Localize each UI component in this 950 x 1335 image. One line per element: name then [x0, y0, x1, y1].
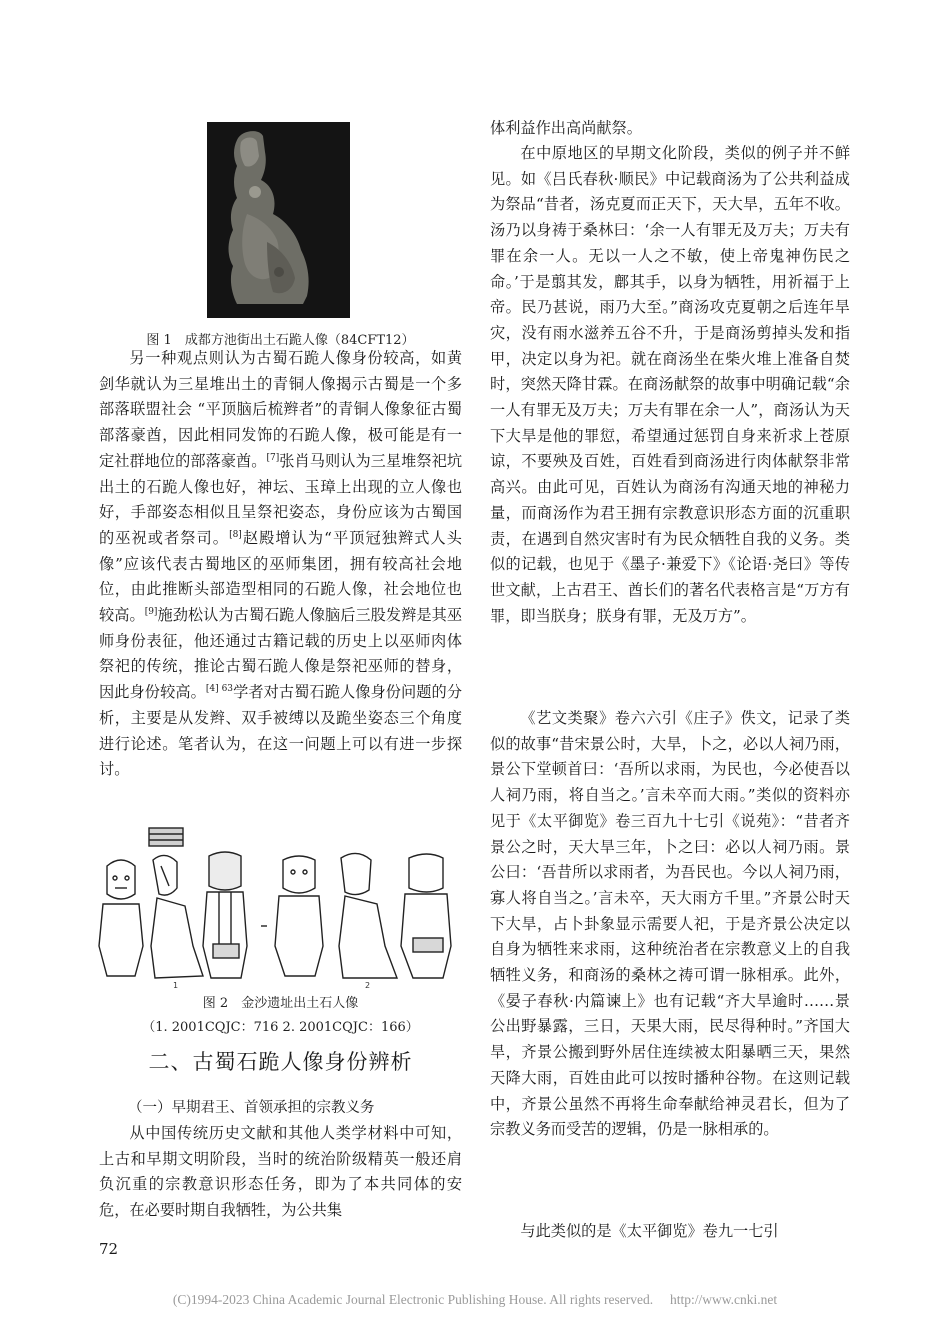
citation-9: [9] — [144, 606, 158, 617]
subsection-title: （一）早期君王、首领承担的宗教义务 — [128, 1100, 375, 1116]
left-paragraph-2: 从中国传统历史文献和其他人类学材料中可知，上古和早期文明阶段，当时的统治阶级精英一般还肩负沉重的宗教意识形态任务，即为了本共同体的安危，在必要时期自我牺牲，为公共集 — [99, 1124, 462, 1220]
copyright-footer: (C)1994-2023 China Academic Journal Electronic Publishing House. All rights reserved. http://www.cnki.net — [172, 1292, 778, 1307]
para1-text-b: 张肖马则认为三星堆祭祀坑出土的石跪人像也好，神坛、玉璋上出现的立人像也好，手部姿态相似且呈祭祀姿态，身份应该为古蜀国的巫祝或者祭司。 — [99, 451, 463, 547]
figure2-caption-specimens: （1. 2001CQJC：716 2. 2001CQJC：166） — [142, 1020, 419, 1035]
page-number: 72 — [99, 1240, 119, 1258]
para1-text-d: 施劲松认为古蜀石跪人像脑后三股发辫是其巫师身份表征，他还通过古籍记载的历史上以巫师肉体祭祀的传统，推论古蜀石跪人像是祭祀巫师的替身，因此身份较高。 — [99, 606, 463, 702]
para1-text-e: 学者对古蜀石跪人像身份问题的分析，主要是从发辫、双手被缚以及跪坐姿态三个角度进行论述。笔者认为，在这一问题上可以有进一步探讨。 — [99, 683, 463, 779]
right-paragraph-1: 在中原地区的早期文化阶段，类似的例子并不鲜见。如《吕氏春秋·顺民》中记载商汤为了公共利益成为祭品“昔者，汤克夏而正天下，天大旱，五年不收。汤乃以身祷于桑林曰：‘余一人有罪无及万夫；万夫有罪在余一人。无以一人之不敏，使上帝鬼神伤民之命。’于是翦其发，鄜其手，以身为牺牲，用祈福于上帝。民乃甚说，雨乃大至。”商汤攻克夏朝之后连年旱灾，没有雨水滋养五谷不升，于是商汤剪掉头发和指甲，决定以身为祀。就在商汤坐在柴火堆上准备自焚时，突然天降甘霖。在商汤献祭的故事中明确记载“余一人有罪无及万夫；万夫有罪在余一人”，商汤认为天下大旱是他的罪愆，希望通过惩罚自身来祈求上苍原谅，不要殃及百姓，百姓看到商汤进行肉体献祭非常高兴。由此可见，百姓认为商汤有沟通天地的神秘力量，而商汤作为君王拥有宗教意识形态方面的沉重职责，在遇到自然灾害时有为民众牺牲自我的义务。类似的记载，也见于《墨子·兼爱下》《论语·尧曰》等传世文献，上古君王、酋长们的著名代表格言是“万方有罪，即当朕身；朕身有罪，无及万方”。 — [490, 144, 850, 625]
citation-8: [8] — [229, 529, 242, 540]
panel-label-1: 1 — [173, 981, 179, 990]
figure2-drawings — [95, 826, 465, 994]
right-paragraph-continued: 体利益作出高尚献祭。 — [490, 119, 642, 137]
citation-7: [7] — [266, 452, 280, 463]
kneeling-figure-photo-image — [207, 122, 350, 318]
figure2-caption: 图 2 金沙遗址出土石人像 — [202, 996, 359, 1011]
citation-4-63: [4] 63 — [205, 684, 234, 695]
stone-figures-line-drawing — [95, 826, 465, 994]
section-title: 二、古蜀石跪人像身份辨析 — [148, 1050, 413, 1074]
figure1-photo — [207, 122, 350, 318]
left-paragraph-1 — [99, 346, 462, 783]
figure1-caption: 图 1 成都方池街出土石跪人像（84CFT12） — [146, 333, 415, 348]
right-paragraph-2: 《艺文类聚》卷六六引《庄子》佚文，记录了类似的故事“昔宋景公时，大旱，卜之，必以人祠乃雨，景公下堂顿首曰：‘吾所以求雨，为民也，今必使吾以人祠乃雨，将自当之。’言未卒而大雨。”类似的资料亦见于《太平御览》卷三百九十七引《说苑》：“昔者齐景公之时，天大旱三年，卜之曰：必以人祠乃雨。景公曰：‘吾昔所以求雨者，为吾民也。今以人祠乃雨，寡人将自当之。’言未卒，天大雨方千里。”齐景公时天下大旱，占卜卦象显示需要人祀，于是齐景公决定以自身为牺牲来求雨，这种统治者在宗教意义上的自我牺牲义务，和商汤的桑林之祷可谓一脉相承。此外，《晏子春秋·内篇谏上》也有记载“齐大旱逾时……景公出野暴露，三日，天果大雨，民尽得种时。”齐国大旱，齐景公搬到野外居住连续被太阳暴晒三天，果然天降大雨，百姓由此可以按时播种谷物。在这则记载中，齐景公虽然不再将生命奉献给神灵君长，但为了宗教义务而受苦的逻辑，仍是一脉相承的。 — [490, 709, 850, 1139]
para1-text-c: 赵殿增认为“平顶冠独辫式人头像”应该代表古蜀地区的巫师集团，拥有较高社会地位，由此推断头部造型相同的石跪人像，社会地位也较高。 — [99, 528, 462, 625]
para1-text-a: 另一种观点则认为古蜀石跪人像身份较高，如黄剑华就认为三星堆出土的青铜人像揭示古蜀是一个多部落联盟社会 “平顶脑后梳辫者”的青铜人像象征古蜀部落豪酋，因此相同发饰的石跪人像，极可能是有一定社群地位的部落豪酋。 — [99, 349, 462, 470]
right-paragraph-3: 与此类似的是《太平御览》卷九一七引 — [520, 1222, 779, 1240]
panel-label-2: 2 — [365, 981, 371, 990]
